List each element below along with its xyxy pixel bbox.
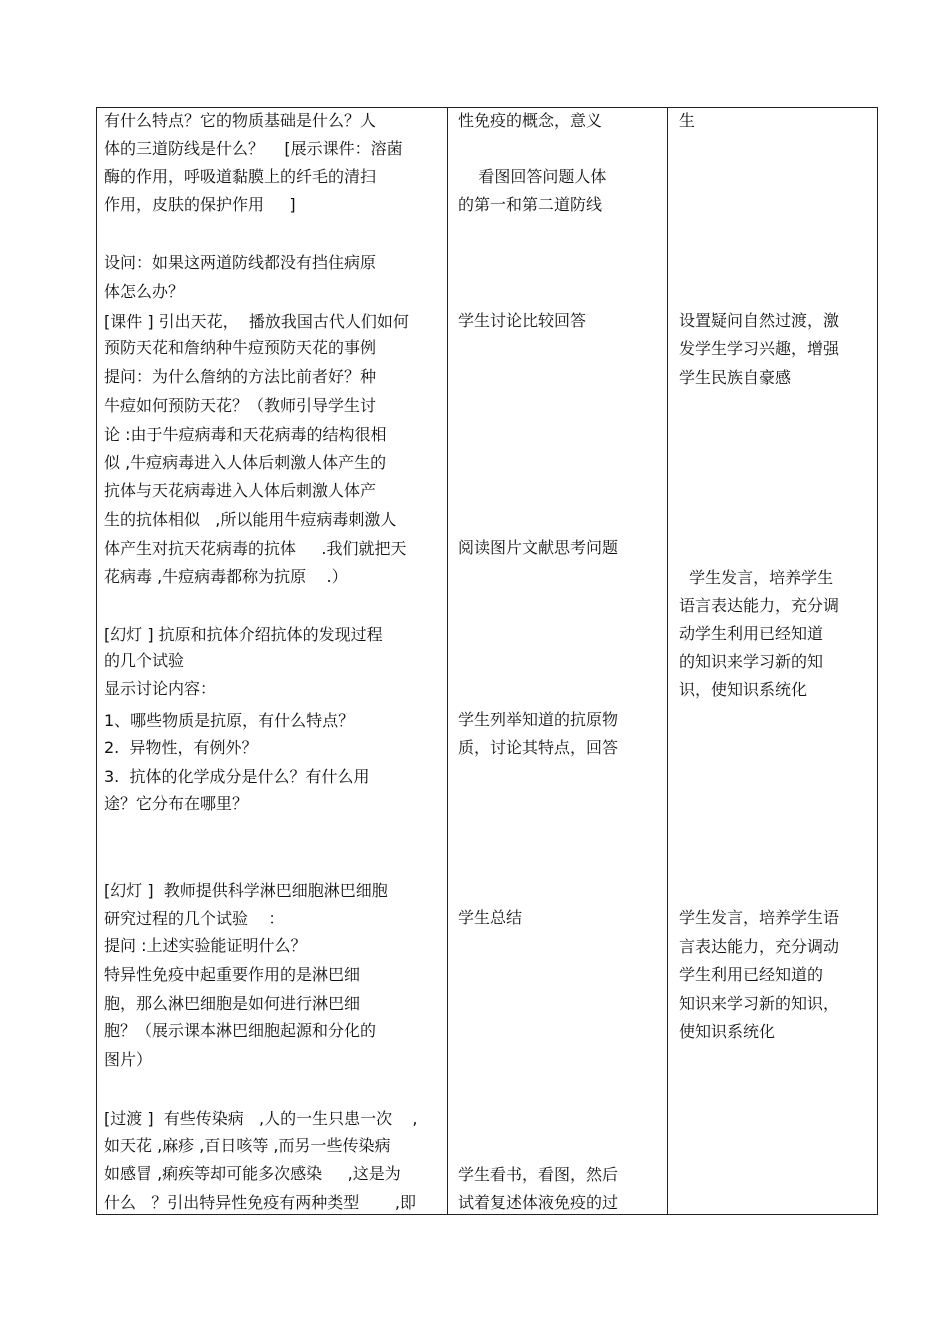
text-line: 学生看书，看图，然后 bbox=[458, 1165, 619, 1184]
lesson-table bbox=[96, 107, 878, 1215]
text-line: 提问 :上述实验能证明什么？ bbox=[104, 936, 307, 955]
text-line: 看图回答问题人体 bbox=[458, 167, 607, 186]
text-line: 有什么特点？它的物质基础是什么？人 bbox=[104, 111, 377, 130]
text-line: 似 ,牛痘病毒进入人体后刺激人体产生的 bbox=[104, 453, 387, 472]
text-line: 学生总结 bbox=[458, 908, 523, 927]
text-line: 学生发言，培养学生 bbox=[679, 568, 834, 587]
text-line: 学生讨论比较回答 bbox=[458, 311, 587, 330]
text-line: 动学生利用已经知道 bbox=[679, 624, 824, 643]
text-line: 预防天花和詹纳种牛痘预防天花的事例 bbox=[104, 338, 377, 357]
text-line: 什么 ？引出特异性免疫有两种类型 ,即 bbox=[104, 1193, 416, 1212]
text-line: 试着复述体液免疫的过 bbox=[458, 1193, 619, 1212]
text-line: 3. 抗体的化学成分是什么？有什么用 bbox=[104, 767, 370, 786]
text-line: 言表达能力，充分调动 bbox=[679, 937, 840, 956]
text-line: 途？它分布在哪里？ bbox=[104, 794, 249, 813]
text-line: 作用，皮肤的保护作用 ] bbox=[104, 195, 296, 214]
text-line: 学生民族自豪感 bbox=[679, 368, 792, 387]
text-line: 发学生学习兴趣，增强 bbox=[679, 339, 840, 358]
text-line: 提问：为什么詹纳的方法比前者好？种 bbox=[104, 367, 377, 386]
text-line: 设问：如果这两道防线都没有挡住病原 bbox=[104, 253, 377, 272]
text-line: 图片） bbox=[104, 1050, 153, 1069]
text-line: 体的三道防线是什么？ [展示课件：溶菌 bbox=[104, 139, 403, 158]
text-line: 胞，那么淋巴细胞是如何进行淋巴细 bbox=[104, 994, 361, 1013]
text-line: 学生列举知道的抗原物 bbox=[458, 710, 619, 729]
text-line: [幻灯 ] 教师提供科学淋巴细胞淋巴细胞 bbox=[104, 881, 388, 900]
text-line: 的知识来学习新的知 bbox=[679, 652, 824, 671]
text-line: 的几个试验 bbox=[104, 651, 185, 670]
text-line: 使知识系统化 bbox=[679, 1022, 776, 1041]
text-line: 体产生对抗天花病毒的抗体 .我们就把天 bbox=[104, 539, 407, 558]
text-line: 的第一和第二道防线 bbox=[458, 195, 603, 214]
text-line: 学生发言，培养学生语 bbox=[679, 908, 840, 927]
text-line: 生 bbox=[679, 111, 696, 130]
column-divider bbox=[447, 108, 448, 1214]
text-line: 语言表达能力，充分调 bbox=[679, 596, 840, 615]
text-line: [课件 ] 引出天花， 播放我国古代人们如何 bbox=[104, 312, 409, 331]
column-divider bbox=[667, 108, 668, 1214]
text-line: 学生利用已经知道的 bbox=[679, 965, 824, 984]
text-line: 花病毒 ,牛痘病毒都称为抗原 .） bbox=[104, 567, 348, 586]
text-line: [幻灯 ] 抗原和抗体介绍抗体的发现过程 bbox=[104, 625, 383, 644]
text-line: 如感冒 ,痢疾等却可能多次感染 ,这是为 bbox=[104, 1164, 401, 1183]
text-line: [过渡 ] 有些传染病 ,人的一生只患一次 , bbox=[104, 1109, 418, 1128]
text-line: 识，使知识系统化 bbox=[679, 680, 808, 699]
text-line: 显示讨论内容： bbox=[104, 679, 217, 698]
text-line: 牛痘如何预防天花？（教师引导学生讨 bbox=[104, 396, 377, 415]
text-line: 1、哪些物质是抗原，有什么特点？ bbox=[104, 711, 355, 730]
text-line: 质，讨论其特点，回答 bbox=[458, 738, 619, 757]
text-line: 抗体与天花病毒进入人体后刺激人体产 bbox=[104, 481, 377, 500]
text-line: 2. 异物性，有例外？ bbox=[104, 738, 258, 757]
text-line: 知识来学习新的知识， bbox=[679, 994, 840, 1013]
text-line: 特异性免疫中起重要作用的是淋巴细 bbox=[104, 965, 361, 984]
text-line: 设置疑问自然过渡，激 bbox=[679, 311, 840, 330]
text-line: 论 :由于牛痘病毒和天花病毒的结构很相 bbox=[104, 425, 387, 444]
text-line: 体怎么办？ bbox=[104, 282, 185, 301]
text-line: 胞？（展示课本淋巴细胞起源和分化的 bbox=[104, 1021, 377, 1040]
text-line: 研究过程的几个试验 ： bbox=[104, 909, 285, 928]
text-line: 阅读图片文献思考问题 bbox=[458, 538, 619, 557]
text-line: 酶的作用，呼吸道黏膜上的纤毛的清扫 bbox=[104, 167, 377, 186]
text-line: 性免疫的概念，意义 bbox=[458, 111, 603, 130]
text-line: 如天花 ,麻疹 ,百日咳等 ,而另一些传染病 bbox=[104, 1136, 391, 1155]
text-line: 生的抗体相似 ,所以能用牛痘病毒刺激人 bbox=[104, 510, 397, 529]
